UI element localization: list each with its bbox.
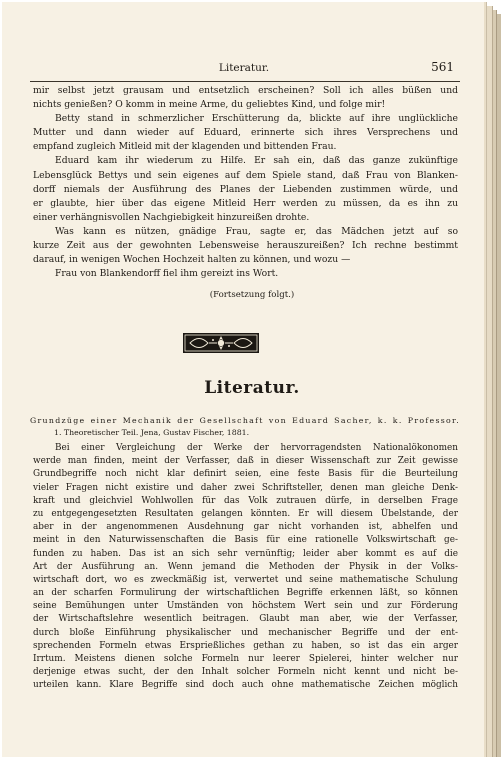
page-header	[30, 60, 458, 78]
story-line: kurze Zeit aus der gewohnten Lebensweise herauszureißen? Ich rechne bestimmt	[33, 240, 458, 252]
story-text	[33, 84, 458, 281]
review-line: sprechenden Formeln etwas Ersprießliches gethan zu haben, so ist das ein arger	[33, 640, 458, 651]
review-citation	[30, 415, 460, 439]
story-line: Betty stand in schmerzlicher Erschütterung da, blickte auf ihre unglückliche	[55, 113, 458, 125]
continued-note: (Fortsetzung folgt.)	[209, 290, 295, 300]
review-line: vieler Fragen nicht existire und daher zwei Schriftsteller, denen man gleiche Denk-	[33, 482, 458, 493]
story-line: einer verhängnisvollen Nachgiebigkeit hinzureißen drohte.	[33, 211, 310, 223]
section-title: Literatur.	[204, 378, 300, 398]
review-line: zu entgegengesetzten Resultaten gelangen könnten. Er will diesem Übelstande, der	[33, 508, 458, 519]
story-line: nichts genießen? O komm in meine Arme, du geliebtes Kind, und folge mir!	[33, 99, 386, 111]
story-line: empfand zugleich Mitleid mit der klagenden und bittenden Frau.	[33, 141, 337, 153]
header-rule	[30, 81, 460, 82]
page-number: 561	[431, 60, 454, 74]
ornament-divider	[183, 333, 259, 353]
story-line: Lebensglück Bettys und sein eigenes auf dem Spiele stand, daß Frau von Blanken-	[33, 169, 458, 181]
review-line: an der scharfen Formulirung der wirtschaftlichen Begriffe erkennen läßt, so können	[33, 588, 458, 599]
review-line: Bei einer Vergleichung der Werke der hervorragendsten Nationalökonomen	[55, 443, 458, 453]
floral-ornament-icon	[184, 334, 258, 352]
review-line: Grundbegriffe noch nicht klar definirt seien, eine feste Basis für die Beurteilung	[33, 469, 458, 480]
story-line: mir selbst jetzt grausam und entsetzlich erscheinen? Soll ich alles büßen und	[33, 85, 458, 96]
review-line: werde man finden, meint der Verfasser, daß in dieser Wissenschaft zur Zeit gewisse	[33, 456, 458, 467]
review-line: derjenige etwas sucht, der den Inhalt solcher Formeln nicht kennt und nicht be-	[33, 667, 458, 678]
story-line: Was kann es nützen, gnädige Frau, sagte er, das Mädchen jetzt auf so	[55, 225, 458, 237]
story-line: Mutter und dann wieder auf Eduard, erinnerte sich ihres Versprechens und	[33, 127, 458, 139]
story-line: darauf, in wenigen Wochen Hochzeit halten zu können, und wozu —	[33, 254, 351, 266]
review-line: meint in den Naturwissenschaften die Basis für eine rationelle Volkswirtschaft ge-	[33, 535, 458, 546]
story-line: Eduard kam ihr wiederum zu Hilfe. Er sah ein, daß das ganze zukünftige	[55, 155, 458, 167]
review-line: der Wirtschaftslehre wesentlich beitragen. Glaubt man aber, wie der Verfasser,	[33, 614, 458, 625]
review-line: seine Bemühungen unter Umständen von höchstem Wert sein und zur Förderung	[33, 601, 458, 612]
review-line: Art der Ausführung an. Wenn jemand die Methoden der Physik in der Volks-	[33, 561, 458, 572]
review-line: wirtschaft dort, wo es zweckmäßig ist, verwertet und seine mathematische Schulung	[33, 574, 458, 585]
review-line: kraft und gleichviel Wohlwollen für das Volk zutrauen dürfe, in derselben Frage	[33, 495, 458, 506]
citation-line: 1. Theoretischer Teil. Jena, Gustav Fischer, 1881.	[54, 428, 250, 437]
review-line: aber in der angenommenen Ausdehnung gar nicht vorhanden ist, abhelfen und	[33, 522, 458, 533]
review-line: Irrtum. Meistens dienen solche Formeln nur leerer Spielerei, hinter welcher nur	[33, 654, 458, 664]
story-line: Frau von Blankendorff fiel ihm gereizt ins Wort.	[55, 268, 279, 280]
story-line: er glaubte, hier über das eigene Mitleid Herr werden zu müssen, da es ihn zu	[33, 197, 458, 209]
citation-line: Grundzüge einer Mechanik der Gesellschaft von Eduard Sacher, k. k. Professor.	[30, 416, 460, 425]
review-line: durch bloße Einführung physikalischer und mechanischer Begriffe und der ent-	[33, 627, 458, 638]
review-line: funden zu haben. Das ist an sich sehr vernünftig; leider aber kommt es auf die	[33, 548, 458, 559]
story-line: dorff niemals der Ausführung des Planes der Liebenden zustimmen würde, und	[33, 183, 458, 195]
review-text	[33, 442, 458, 693]
running-head: Literatur.	[218, 62, 270, 74]
review-line: urteilen kann. Klare Begriffe sind doch auch ohne mathematische Zeichen möglich	[33, 680, 458, 691]
